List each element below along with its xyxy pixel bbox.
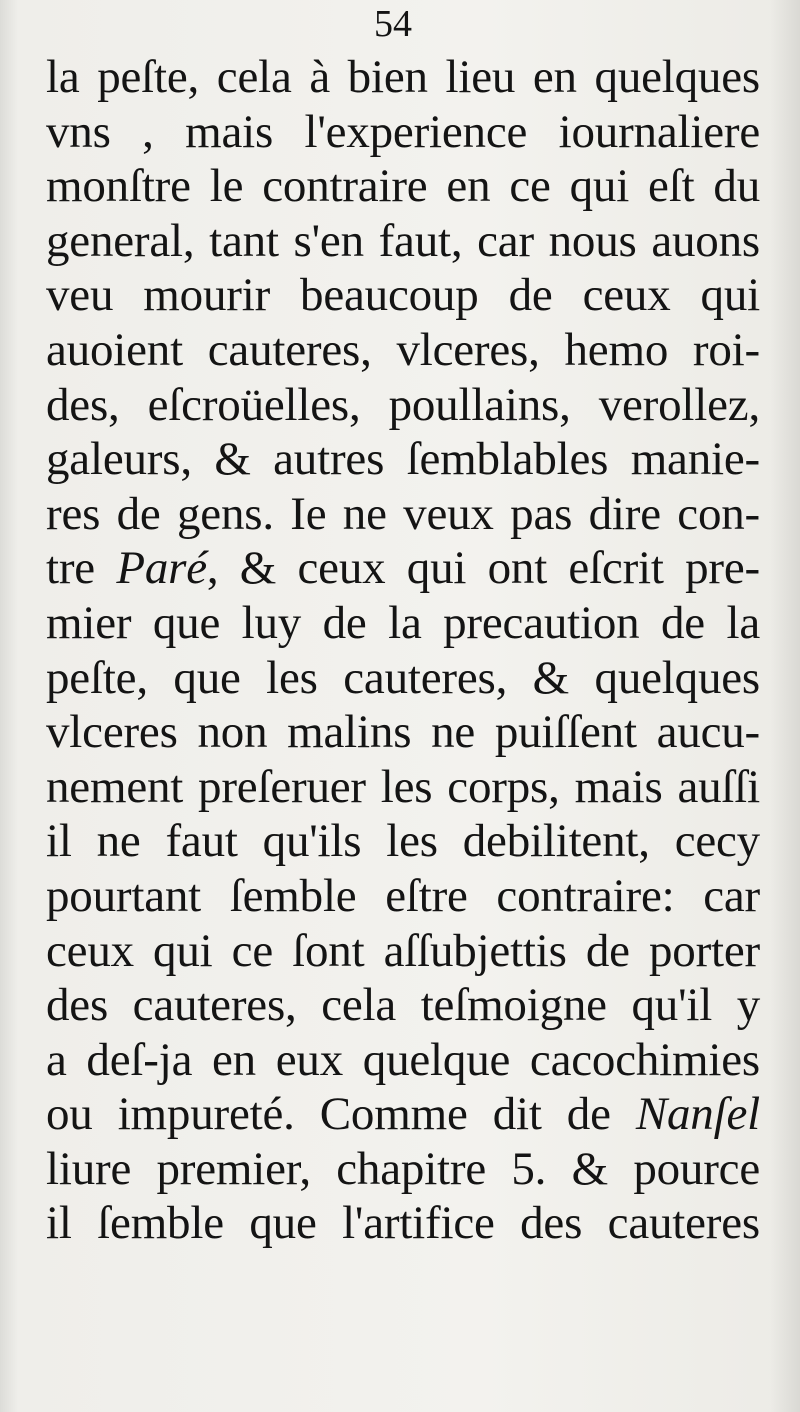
- body-text: [46, 50, 760, 1251]
- text-line: ou impureté. Comme dit de Nanſel: [46, 1088, 760, 1141]
- text-line: il ſemble que l'artifice des cauteres: [46, 1197, 760, 1250]
- text-line: res de gens. Ie ne veux pas dire con-: [46, 487, 760, 540]
- text-line: tre Paré, & ceux qui ont eſcrit pre-: [46, 542, 760, 595]
- text-line: des, eſcroüelles, poullains, verollez,: [46, 378, 760, 431]
- text-line: il ne faut qu'ils les debilitent, cecy: [46, 815, 760, 868]
- text-line: nement preſeruer les corps, mais auſſi: [46, 760, 760, 813]
- italic-name: Paré: [116, 542, 207, 595]
- text-line: a deſ-ja en eux quelque cacochimies: [46, 1033, 760, 1086]
- text-line: galeurs, & autres ſemblables manie-: [46, 433, 760, 486]
- page-edge-shadow: [770, 0, 800, 1412]
- text-line: mier que luy de la precaution de la: [46, 596, 760, 649]
- text-line: vlceres non malins ne puiſſent aucu-: [46, 706, 760, 759]
- text-line: auoient cauteres, vlceres, hemo roi-: [46, 323, 760, 376]
- text-line: vns , mais l'experience iournaliere: [46, 105, 760, 158]
- text-line: pourtant ſemble eſtre contraire: car: [46, 869, 760, 922]
- text-line: monſtre le contraire en ce qui eſt du: [46, 160, 760, 213]
- text-line: veu mourir beaucoup de ceux qui: [46, 269, 760, 322]
- text-line: des cauteres, cela teſmoigne qu'il y: [46, 979, 760, 1032]
- text-line: peſte, que les cauteres, & quelques: [46, 651, 760, 704]
- text-line: ceux qui ce ſont aſſubjettis de porter: [46, 924, 760, 977]
- text-line: general, tant s'en faut, car nous auons: [46, 214, 760, 267]
- italic-name: Nanſel: [635, 1088, 760, 1141]
- text-line: liure premier, chapitre 5. & pource: [46, 1142, 760, 1195]
- page-number: 54: [374, 3, 412, 45]
- text-line: la peſte, cela à bien lieu en quelques: [46, 51, 760, 103]
